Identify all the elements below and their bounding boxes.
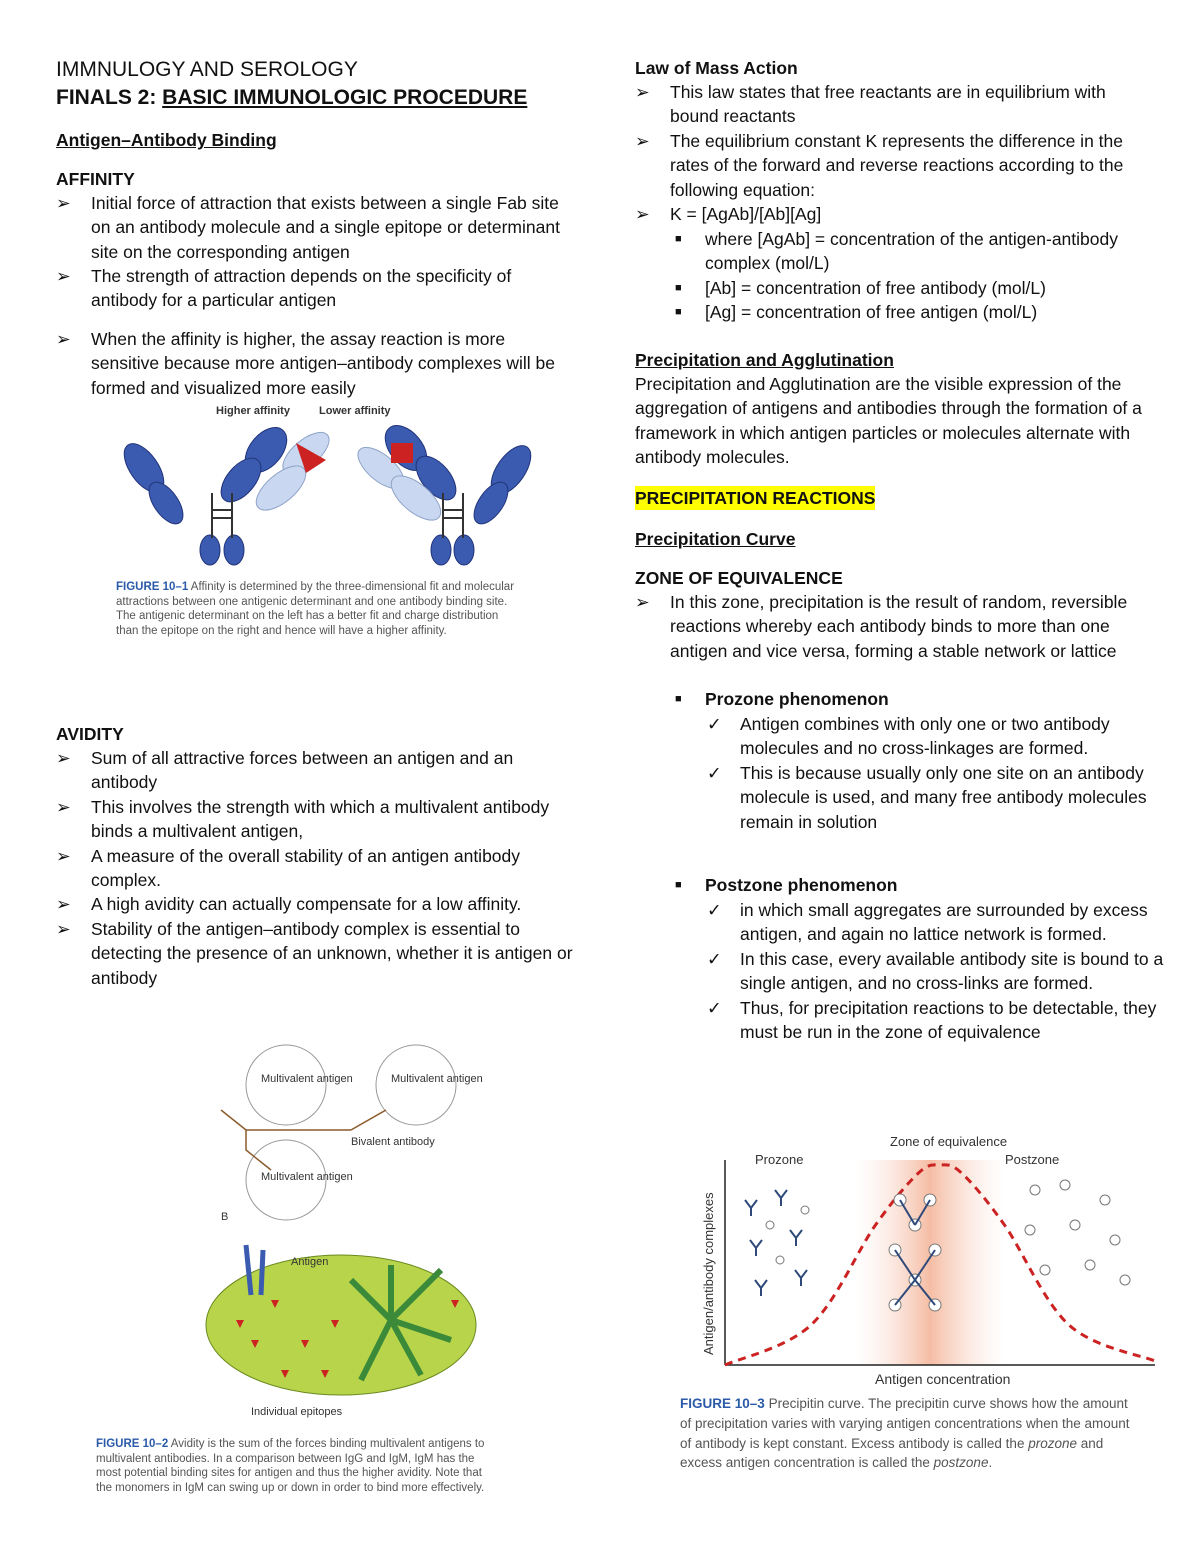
affinity-item-text: When the affinity is higher, the assay reaction is more sensitive because more antigen–antibody complexes will be formed and visualized more easily [91, 329, 556, 398]
list-item [56, 844, 576, 893]
bivalent-antibody-label: Bivalent antibody [351, 1136, 435, 1148]
finals-prefix: FINALS 2: [56, 86, 163, 109]
finals-title [56, 85, 527, 110]
list-item [56, 795, 576, 844]
equation-text: K = [AgAb]/[Ab][Ag] [670, 204, 822, 225]
arrow-bullet-icon: ➢ [56, 894, 71, 915]
avidity-item-text: Stability of the antigen–antibody complex is essential to detecting the presence of an unknown, whether it is antigen or antibody [91, 918, 573, 988]
postzone-label: Postzone phenomenon [705, 875, 898, 895]
sub-item-text: [Ab] = concentration of free antibody (mol/L) [705, 277, 1046, 298]
arrow-bullet-icon: ➢ [635, 204, 650, 225]
list-item [56, 746, 576, 795]
list-item [705, 996, 1175, 1045]
list-item [56, 191, 576, 264]
list-item [705, 947, 1175, 996]
zone-list [635, 590, 1140, 663]
arrow-bullet-icon: ➢ [635, 82, 650, 102]
zone-label-prozone: Prozone [755, 1152, 804, 1167]
square-bullet-icon: ■ [675, 233, 682, 245]
caption-postzone: postzone [933, 1455, 989, 1471]
equivalence-zone-band [855, 1160, 1005, 1365]
precip-agglut-title: Precipitation and Agglutination [635, 350, 894, 370]
figure-precipitin-caption [680, 1394, 1140, 1473]
list-item [705, 898, 1175, 947]
prozone-item-text: Antigen combines with only one or two antibody molecules and no cross-linkages are formed. [740, 714, 1110, 759]
y-axis-label: Antigen/antibody complexes [701, 1192, 716, 1355]
antigen-label: Antigen [291, 1256, 329, 1268]
sub-item-text: [Ag] = concentration of free antigen (mol/L) [705, 302, 1038, 323]
postzone-block [670, 873, 1175, 897]
prozone-antigens [766, 1206, 809, 1264]
zone-label-postzone: Postzone [1005, 1152, 1060, 1167]
figure-affinity-caption [116, 580, 516, 638]
sub-item-text: where [AgAb] = concentration of the antigen-antibody complex (mol/L) [705, 229, 1118, 274]
prozone-item-text: This is because usually only one site on an antibody molecule is used, and many free antibody molecules remain in solution [740, 762, 1147, 832]
arrow-bullet-icon: ➢ [56, 266, 71, 286]
postzone-list [705, 898, 1175, 1044]
arrow-bullet-icon: ➢ [635, 592, 650, 612]
check-icon: ✓ [707, 900, 722, 920]
caption-text: Precipitin curve. The precipitin curve shows how the amount of precipitation varies with varying antigen concentrations when the amount of antibody is kept constant. Excess antibody is called the [680, 1396, 1130, 1451]
figure-label: FIGURE 10–2 [96, 1438, 169, 1450]
postzone-antigens [1025, 1180, 1130, 1285]
precip-agglut-body: Precipitation and Agglutination are the visible expression of the aggregation of antigens and antibodies through the formation of a framework in which antigen particles or molecules alternate with antibody molecules. [635, 374, 1142, 468]
arrow-bullet-icon: ➢ [56, 748, 71, 768]
figure-precipitin [695, 1130, 1165, 1390]
prozone-antibodies [745, 1190, 807, 1296]
course-title: IMMNULOGY AND SEROLOGY [56, 58, 358, 81]
figure-avidity-caption [96, 1437, 496, 1495]
multivalent-antigen-label-3: Multivalent antigen [261, 1171, 353, 1183]
list-item [705, 712, 1175, 761]
square-bullet-icon: ■ [675, 281, 682, 294]
arrow-bullet-icon: ➢ [635, 130, 650, 151]
caption-prozone: prozone [1028, 1435, 1077, 1451]
list-item [56, 892, 576, 916]
binding-title: Antigen–Antibody Binding [56, 130, 277, 150]
prozone-block [670, 687, 1175, 711]
zone-item-text: In this zone, precipitation is the result of random, reversible reactions whereby each antibody binds to more than one antigen and vice versa, forming a stable network or lattice [670, 592, 1128, 661]
prozone-list [705, 712, 1175, 834]
list-item [56, 327, 576, 398]
check-icon: ✓ [707, 762, 722, 783]
list-item [670, 227, 1155, 276]
affinity-heading: AFFINITY [56, 169, 135, 189]
prozone-label: Prozone phenomenon [705, 689, 889, 709]
list-item [635, 129, 1155, 202]
zone-label-equivalence: Zone of equivalence [890, 1134, 1008, 1149]
list-item [670, 873, 1175, 897]
check-icon: ✓ [707, 948, 722, 969]
mass-action-item-text: The equilibrium constant K represents the difference in the rates of the forward and reverse reactions according to the following equation: [670, 130, 1124, 200]
mass-action-sublist [670, 227, 1155, 325]
arrow-bullet-icon: ➢ [56, 329, 71, 349]
figure-label: FIGURE 10–3 [680, 1396, 765, 1411]
finals-topic: BASIC IMMUNOLOGIC PROCEDURE [162, 86, 528, 109]
list-item [670, 276, 1155, 300]
avidity-item-text: This involves the strength with which a multivalent antibody binds a multivalent antigen, [91, 796, 550, 842]
affinity-item-text: Initial force of attraction that exists between a single Fab site on an antibody molecule and a single epitope or determinant site on the corresponding antigen [91, 193, 560, 262]
arrow-bullet-icon: ➢ [56, 845, 71, 866]
caption-text-end: . [988, 1455, 993, 1471]
affinity-list [56, 191, 576, 398]
multivalent-antigen-label-2: Multivalent antigen [391, 1073, 483, 1085]
avidity-list [56, 746, 576, 990]
precip-curve-title: Precipitation Curve [635, 529, 796, 549]
postzone-item-text: In this case, every available antibody site is bound to a single antigen, and no cross-links are formed. [740, 948, 1164, 994]
list-item [635, 202, 1155, 226]
list-item [670, 300, 1155, 324]
avidity-heading: AVIDITY [56, 724, 124, 744]
figure-label: FIGURE 10–1 [116, 581, 189, 593]
list-item [56, 917, 576, 990]
multivalent-antigen-label-1: Multivalent antigen [261, 1073, 353, 1085]
avidity-item-text: A high avidity can actually compensate for a low affinity. [91, 894, 522, 915]
precipitin-chart [695, 1130, 1165, 1390]
mass-action-item-text: This law states that free reactants are in equilibrium with bound reactants [670, 82, 1106, 127]
arrow-bullet-icon: ➢ [56, 796, 71, 817]
square-bullet-icon: ■ [675, 693, 682, 705]
figure-avidity [151, 1040, 531, 1440]
check-icon: ✓ [707, 997, 722, 1018]
panel-b-label: B [221, 1211, 229, 1223]
caption-text: Avidity is the sum of the forces binding multivalent antigens to multivalent antibodies. In a comparison between IgG and IgM, IgM has the most potential binding sites for antigen and thus the higher avidity. Note that the monomers in IgM can swing up or down in order to bind more effectively. [96, 1438, 485, 1494]
caption-text: Affinity is determined by the three-dimensional fit and molecular attractions between one antigenic determinant and one antibody binding site. The antigenic determinant on the left has a better fit and charge distribution than the epitope on the right and hence will have a higher affinity. [116, 581, 515, 637]
mass-action-title: Law of Mass Action [635, 58, 798, 78]
individual-epitopes-label: Individual epitopes [251, 1406, 343, 1418]
x-axis-label: Antigen concentration [875, 1371, 1011, 1387]
lower-affinity-label: Lower affinity [319, 405, 391, 417]
affinity-item-text: The strength of attraction depends on the specificity of antibody for a particular antigen [91, 266, 512, 311]
precip-reactions-title: PRECIPITATION REACTIONS [635, 486, 875, 510]
check-icon: ✓ [707, 714, 722, 734]
postzone-item-text: Thus, for precipitation reactions to be detectable, they must be run in the zone of equivalence [740, 997, 1157, 1043]
avidity-diagram [151, 1040, 531, 1440]
arrow-bullet-icon: ➢ [56, 918, 71, 939]
list-item [635, 80, 1155, 129]
zone-heading: ZONE OF EQUIVALENCE [635, 568, 843, 588]
antigen-square-right [391, 443, 413, 463]
postzone-item-text: in which small aggregates are surrounded by excess antigen, and again no lattice network is formed. [740, 900, 1148, 945]
list-item [705, 761, 1175, 834]
mass-action-list [635, 80, 1155, 226]
square-bullet-icon: ■ [675, 306, 682, 319]
arrow-bullet-icon: ➢ [56, 193, 71, 213]
list-item [670, 687, 1175, 711]
caption-text-mid: and excess antigen concentration is called the [680, 1435, 1104, 1471]
avidity-item-text: A measure of the overall stability of an antigen antibody complex. [91, 845, 521, 891]
higher-affinity-label: Higher affinity [216, 405, 290, 417]
square-bullet-icon: ■ [675, 879, 682, 891]
avidity-item-text: Sum of all attractive forces between an antigen and an antibody [91, 748, 514, 793]
list-item [56, 264, 576, 327]
list-item [635, 590, 1140, 663]
